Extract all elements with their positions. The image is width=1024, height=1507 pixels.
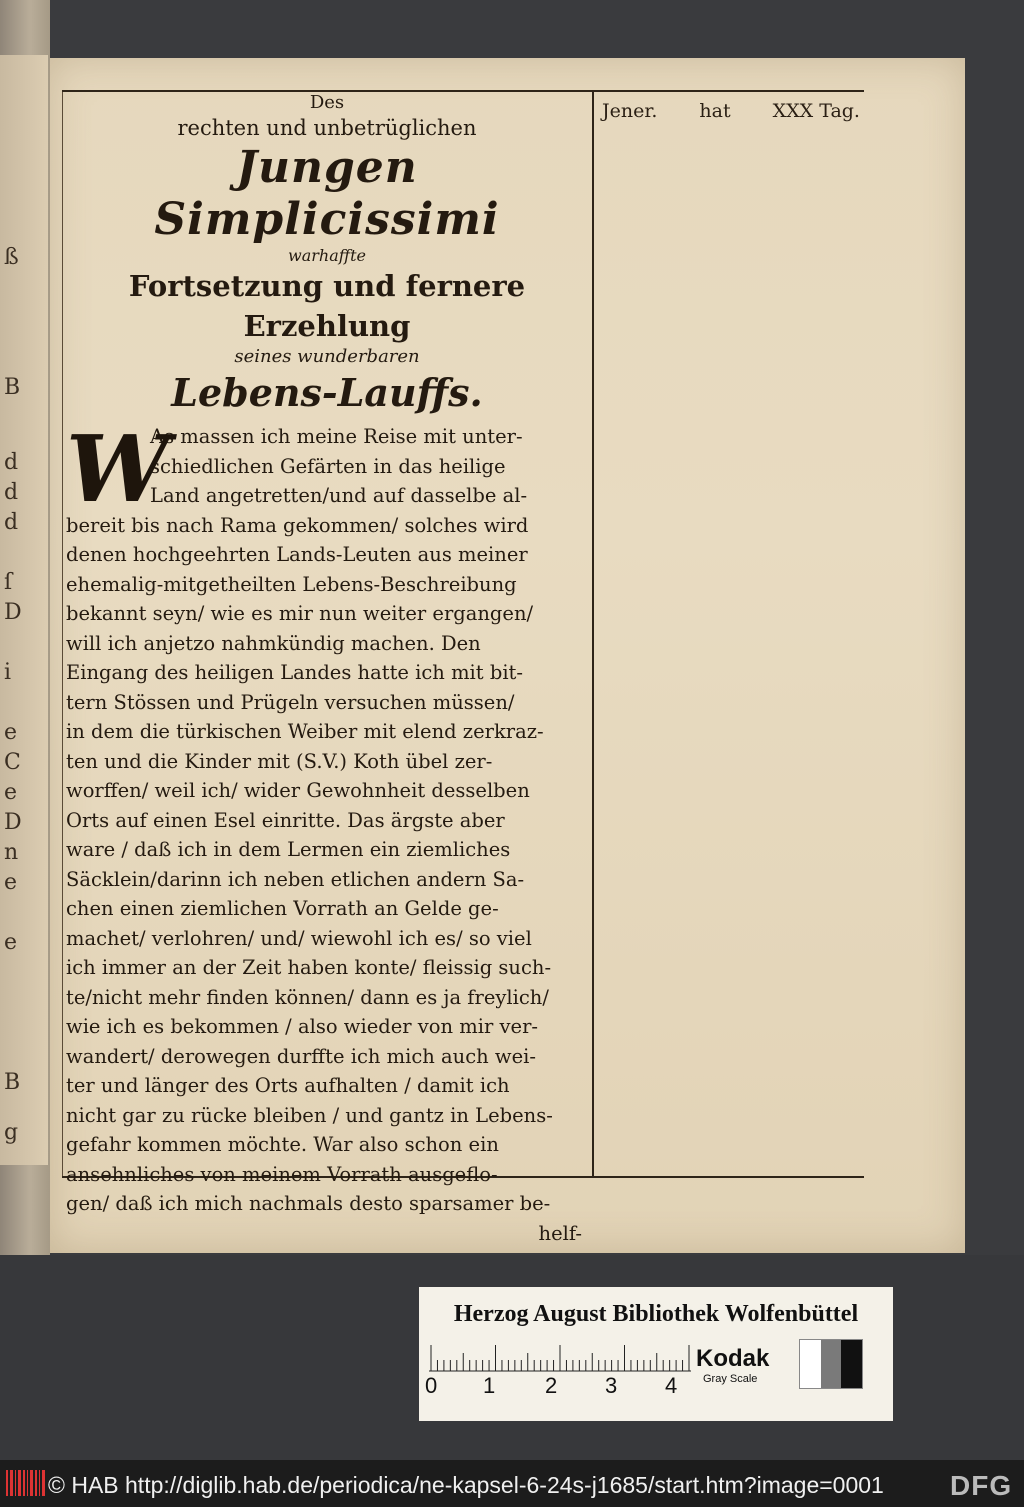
title-fortsetzung: Fortsetzung und fernere Erzehlung: [128, 269, 526, 343]
library-name: Herzog August Bibliothek Wolfenbüttel: [453, 1301, 859, 1327]
catchword: helf-: [538, 1221, 582, 1245]
left-rule: [62, 92, 63, 1176]
drop-cap: W: [66, 415, 170, 523]
edge-glyph: d: [4, 510, 19, 535]
body-line: denen hochgeehrten Lands-Leuten aus meiner: [66, 543, 528, 566]
footer-bar: [0, 1460, 1024, 1507]
body-line: Eingang des heiligen Landes hatte ich mit bit-: [66, 661, 523, 684]
body-line: ter und länger des Orts aufhalten / damit ich: [66, 1074, 510, 1097]
edge-glyph: B: [4, 1070, 21, 1095]
month-hat: hat: [699, 100, 731, 122]
body-line: nicht gar zu rücke bleiben / und gantz in Lebens-: [66, 1103, 553, 1127]
dfg-logo: DFG: [950, 1470, 1013, 1501]
title-lebenslauf: Lebens-Lauffs.: [171, 370, 483, 415]
kodak-brand: Kodak: [696, 1345, 770, 1372]
body-line: bekannt seyn/ wie es mir nun weiter ergangen/: [66, 602, 534, 625]
body-line: machet/ verlohren/ und/ wiewohl ich es/ so viel: [66, 926, 532, 950]
edge-glyph: e: [4, 720, 18, 745]
edge-glyph: ß: [4, 245, 19, 270]
body-line: ehemalig-mitgetheilten Lebens-Beschreibung: [66, 572, 517, 596]
ruler-number: 0: [425, 1373, 438, 1398]
title-des: Des: [309, 92, 345, 113]
edge-glyph: D: [4, 600, 22, 625]
body-line: tern Stössen und Prügeln versuchen müssen/: [66, 690, 515, 714]
body-line: bereit bis nach Rama gekommen/ solches wird: [66, 513, 529, 537]
edge-glyph: n: [4, 840, 19, 865]
title-main: Jungen Simplicissimi: [154, 142, 500, 245]
body-line: Säcklein/darinn ich neben etlichen andern Sa-: [66, 867, 525, 891]
edge-glyph: d: [4, 450, 19, 475]
body-line: Orts auf einen Esel einritte. Das ärgste aber: [66, 808, 505, 832]
edge-glyph: C: [4, 750, 21, 775]
body-line: worffen/ weil ich/ wider Gewohnheit desselben: [66, 779, 530, 802]
edge-glyph: e: [4, 930, 18, 955]
body-line: wandert/ derowegen durffte ich mich auch wei-: [66, 1044, 536, 1068]
month-name: Jener.: [602, 100, 658, 122]
title-warhaffte: warhaffte: [288, 246, 366, 265]
library-label-card: [419, 1287, 893, 1421]
month-days: XXX Tag.: [772, 100, 860, 122]
text-column: [66, 92, 588, 1248]
edge-glyph: g: [4, 1120, 19, 1145]
body-line: chen einen ziemlichen Vorrath an Gelde ge-: [66, 897, 499, 920]
ruler-number: 4: [665, 1373, 678, 1398]
title-seines: seines wunderbaren: [234, 346, 420, 367]
edge-glyph: e: [4, 780, 18, 805]
body-line: Land angetretten/und auf dasselbe al-: [150, 484, 528, 507]
ruler-numbers: [423, 1373, 693, 1403]
scale-ruler: [429, 1344, 691, 1372]
edge-glyph: e: [4, 870, 18, 895]
swatch-black: [841, 1340, 862, 1388]
body-line: As massen ich meine Reise mit unter-: [150, 425, 523, 448]
kodak-subtitle: Gray Scale: [703, 1373, 758, 1385]
body-text: [66, 415, 588, 1248]
barcode-icon: [6, 1468, 48, 1498]
body-line: ansehnliches von meinem Vorrath ausgeflo-: [66, 1162, 498, 1186]
edge-glyph: ſ: [4, 570, 13, 595]
body-line: ten und die Kinder mit (S.V.) Koth übel zer-: [66, 749, 493, 773]
body-line: te/nicht mehr finden können/ dann es ja freylich/: [66, 985, 549, 1009]
ruler-number: 2: [545, 1373, 558, 1398]
month-header: [598, 96, 864, 126]
swatch-white: [800, 1340, 821, 1388]
edge-glyph: i: [4, 660, 12, 685]
adjacent-page-edge: [0, 55, 48, 1165]
body-line: will ich anjetzo nahmkündig machen. Den: [66, 631, 481, 655]
body-line: gefahr kommen möchte. War also schon ein: [66, 1133, 499, 1156]
body-line: wie ich es bekommen / also wieder von mir ver-: [66, 1015, 538, 1038]
body-line: schiedlichen Gefärten in das heilige: [150, 454, 506, 478]
ruler-number: 3: [605, 1373, 618, 1398]
gray-scale-swatch: [799, 1339, 863, 1389]
body-line: ich immer an der Zeit haben konte/ fleissig such-: [66, 956, 552, 979]
ruler-number: 1: [483, 1373, 496, 1398]
copyright-link[interactable]: © HAB http://diglib.hab.de/periodica/ne-kapsel-6-24s-j1685/start.htm?image=0001: [48, 1472, 884, 1498]
edge-glyph: B: [4, 375, 21, 400]
body-line: gen/ daß ich mich nachmals desto sparsamer be-: [66, 1192, 551, 1215]
swatch-gray: [821, 1340, 842, 1388]
body-line: ware / daß ich in dem Lermen ein ziemliches: [66, 838, 511, 861]
edge-glyph: d: [4, 480, 19, 505]
edge-glyph: D: [4, 810, 22, 835]
title-subline: rechten und unbetrüglichen: [177, 116, 477, 140]
body-line: in dem die türkischen Weiber mit elend zerkraz-: [66, 720, 544, 743]
column-divider: [592, 92, 594, 1176]
